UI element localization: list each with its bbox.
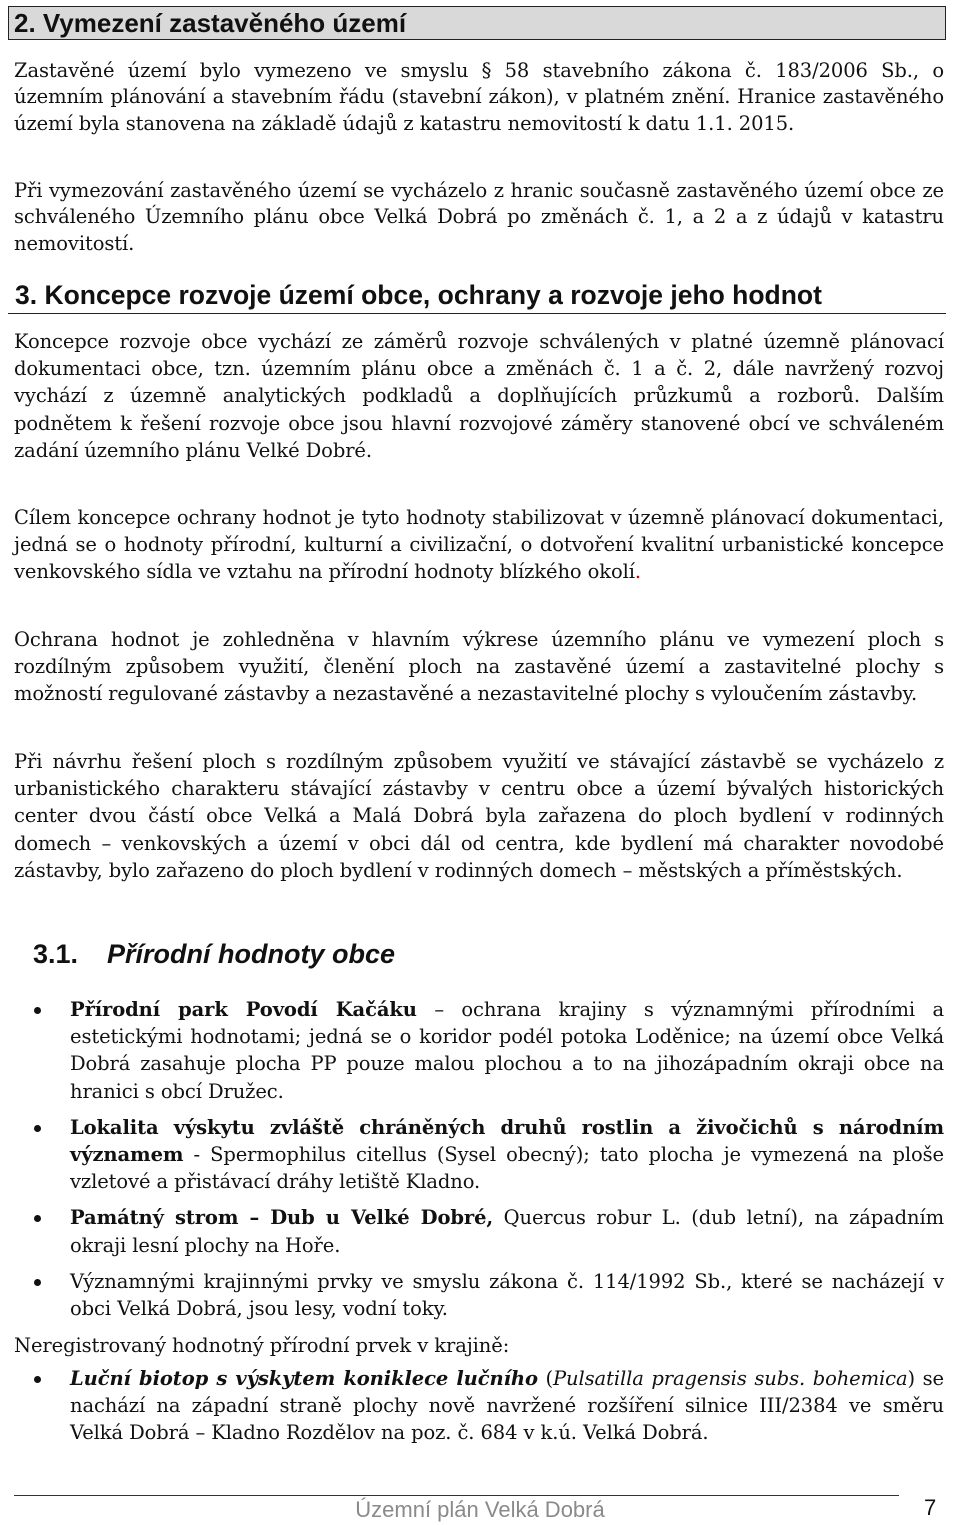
- list-item-text: – ochrana krajiny s významnými přírodními a estetickými hodnotami; jedná se o koridor podél potoka Loděnice; na území obce Velká Dobrá zasahuje plocha PP pouze malou plochou a to na jihozápadním okraji obce na hranici s obcí Družec.: [70, 998, 944, 1103]
- list-item-text: Quercus robur L. (dub letní), na západním okraji lesní plochy na Hoře.: [70, 1206, 945, 1257]
- list-item: [0, 1365, 944, 1447]
- bullet-icon: [34, 1215, 41, 1222]
- section-3-paragraph-2-text: Cílem koncepce ochrany hodnot je tyto hodnoty stabilizovat v územně plánovací dokumentaci, jedná se o hodnoty přírodní, kulturní a civilizační, o dotvoření kvalitní urbanistické koncepce venkovského sídla ve vztahu na přírodní hodnoty blízkého okolí: [14, 506, 944, 584]
- bullet-icon: [34, 1125, 41, 1132]
- list-item: [0, 1268, 944, 1322]
- list-item-bold: Lokalita výskytu zvláště chráněných druhů rostlin a živočichů s národním významem: [70, 1115, 944, 1167]
- open-paren: (: [537, 1367, 554, 1390]
- list-item: [0, 1114, 944, 1196]
- list-item: [0, 996, 944, 1105]
- page-number: 7: [924, 1495, 937, 1520]
- bullet-icon: [34, 1376, 41, 1383]
- section-3-heading: 3. Koncepce rozvoje území obce, ochrany a rozvoje jeho hodnot: [8, 280, 946, 314]
- list-item-text: ) se nachází na západní straně plochy nově navržené rozšíření silnice III/2384 ve směru Velká Dobrá – Kladno Rozdělov na poz. č. 684 v k.ú. Velká Dobrá.: [70, 1367, 944, 1445]
- section-3-paragraph-1: Koncepce rozvoje obce vychází ze záměrů rozvoje schválených v platné územně plánovací dokumentaci obce, tzn. územním plánu obce a změnách č. 1 a č. 2, dále navržený rozvoj vychází z územně analytických podkladů a doplňujících průzkumů a rozborů. Dalším podnětem k řešení rozvoje obce jsou hlavní rozvojové záměry stanovené obcí ve schváleném zadání územního plánu Velké Dobré.: [14, 330, 944, 462]
- section-3-1-heading: [33, 938, 395, 970]
- section-3-paragraph-3: Ochrana hodnot je zohledněna v hlavním výkrese územního plánu ve vymezení ploch s rozdílným způsobem využití, členění ploch na zastavěné území a zastavitelné plochy s možností regulované zástavby a nezastavěné a nezastavitelné plochy s vyloučením zástavby.: [14, 628, 944, 706]
- section-3-1-title: Přírodní hodnoty obce: [107, 939, 395, 969]
- species-name: Pulsatilla pragensis subs. bohemica: [553, 1367, 908, 1390]
- bullet-icon: [34, 1279, 41, 1286]
- section-2-paragraph-1: Zastavěné území bylo vymezeno ve smyslu § 58 stavebního zákona č. 183/2006 Sb., o územním plánování a stavebním řádu (stavební zákon), v platném znění. Hranice zastavěného území byla stanovena na základě údajů z katastru nemovitostí k datu 1.1. 2015.: [14, 59, 944, 135]
- section-2-paragraph-2: Při vymezování zastavěného území se vycházelo z hranic současně zastavěného území obce ze schváleného Územního plánu obce Velká Dobrá po změnách č. 1, a 2 a z údajů v katastru nemovitostí.: [14, 179, 944, 255]
- red-period: .: [634, 560, 642, 584]
- unregistered-label: Neregistrovaný hodnotný přírodní prvek v krajině:: [14, 1334, 510, 1357]
- list-item-bold: Přírodní park Povodí Kačáku: [70, 998, 417, 1021]
- section-3-paragraph-4: Při návrhu řešení ploch s rozdílným způsobem využití ve stávající zástavbě se vycházelo z urbanistického charakteru stávající zástavby v centru obce a území bývalých historických center dvou částí obce Velká a Malá Dobrá byla zařazena do ploch bydlení v rodinných domech – venkovských a území v obci dál od centra, kde bydlení má charakter novodobé zástavby, bylo zařazeno do ploch bydlení v rodinných domech – městských a příměstských.: [14, 750, 944, 882]
- unregistered-list: [0, 1365, 944, 1447]
- section-3-1-number: 3.1.: [33, 939, 79, 969]
- section-2-heading: 2. Vymezení zastavěného území: [8, 6, 946, 40]
- list-item-text: Významnými krajinnými prvky ve smyslu zákona č. 114/1992 Sb., které se nacházejí v obci Velká Dobrá, jsou lesy, vodní toky.: [70, 1269, 944, 1321]
- footer-title: Územní plán Velká Dobrá: [355, 1497, 605, 1522]
- list-item-text: - Spermophilus citellus (Sysel obecný); tato plocha je vymezená na ploše vzletové a přistávací dráhy letiště Kladno.: [70, 1143, 944, 1194]
- list-item-bold: Památný strom – Dub u Velké Dobré,: [70, 1206, 494, 1230]
- section-3-paragraph-2: [14, 504, 944, 586]
- natural-values-list: [0, 996, 944, 1322]
- list-item: [0, 1204, 944, 1258]
- bullet-icon: [34, 1007, 41, 1014]
- list-item-bold-italic: Luční biotop s výskytem koniklece lučního: [70, 1367, 538, 1390]
